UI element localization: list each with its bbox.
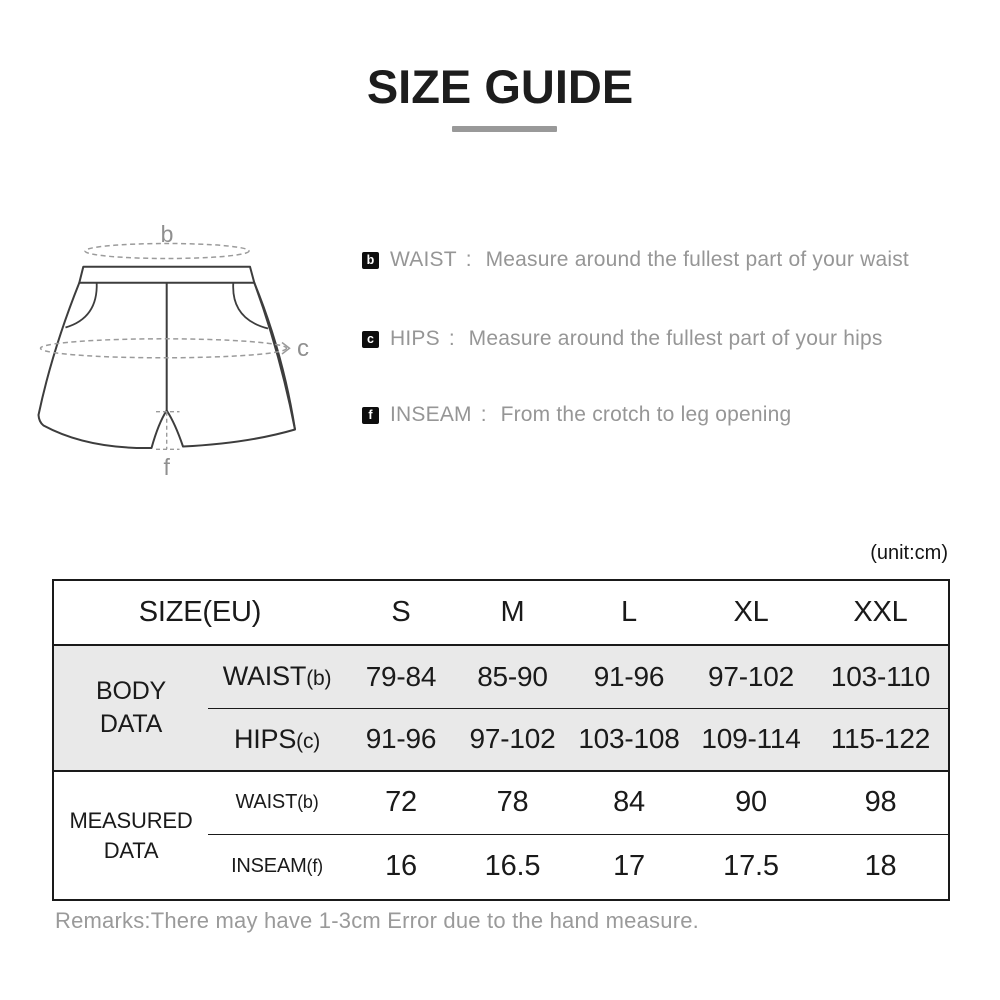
- shorts-diagram-image: [25, 213, 345, 485]
- page-title: SIZE GUIDE: [366, 60, 634, 113]
- waist-key-badge: b: [362, 252, 379, 269]
- body-waist-l: 91-96: [569, 645, 689, 708]
- hips-definition: Measure around the fullest part of your hips: [468, 327, 883, 350]
- measured-inseam-xl: 17.5: [723, 850, 779, 883]
- size-header-row: [53, 580, 949, 645]
- measured-inseam-m: 16.5: [484, 850, 541, 883]
- body-data-section-label: BODY DATA: [53, 645, 208, 771]
- measurement-row-inseam: [362, 404, 791, 426]
- measured-inseam-label: INSEAM(f): [231, 855, 323, 878]
- body-hips-m: 97-102: [456, 708, 569, 771]
- measured-inseam-xxl: 18: [864, 850, 897, 883]
- size-col-m: M: [456, 580, 569, 645]
- body-hips-xl: 109-114: [689, 708, 813, 771]
- diagram-waist-letter: b: [160, 221, 174, 247]
- measured-waist-m: 78: [456, 771, 569, 834]
- measured-inseam-l: 17: [613, 850, 645, 883]
- inseam-colon: :: [480, 403, 487, 426]
- hips-term: HIPS: [390, 327, 440, 350]
- waist-colon: :: [465, 248, 472, 271]
- title-underline: [452, 126, 557, 132]
- measured-waist-l: 84: [569, 771, 689, 834]
- body-waist-s: 79-84: [346, 645, 456, 708]
- body-hips-s: 91-96: [346, 708, 456, 771]
- size-col-s: S: [346, 580, 456, 645]
- body-hips-xxl: 115-122: [813, 708, 949, 771]
- size-col-xxl: XXL: [813, 580, 949, 645]
- shorts-waistband: [79, 267, 254, 283]
- hips-key-badge: c: [362, 331, 379, 348]
- measured-waist-row: [53, 771, 949, 834]
- waist-term: WAIST: [390, 248, 457, 271]
- body-hips-l: 103-108: [569, 708, 689, 771]
- measured-waist-xxl: 98: [813, 771, 949, 834]
- inseam-term: INSEAM: [390, 403, 472, 426]
- diagram-hips-letter: c: [297, 335, 309, 362]
- body-waist-m: 85-90: [456, 645, 569, 708]
- measured-data-section-label: MEASURED DATA: [69, 807, 193, 863]
- body-hips-label: HIPS(c): [208, 708, 346, 771]
- unit-note: (unit:cm): [870, 542, 948, 564]
- remarks: Remarks:There may have 1-3cm Error due to the hand measure.: [55, 908, 699, 933]
- body-waist-xxl: 103-110: [813, 645, 949, 708]
- size-eu-header: SIZE(EU): [53, 580, 346, 645]
- measured-waist-label: WAIST(b): [208, 771, 346, 834]
- body-waist-xl: 97-102: [689, 645, 813, 708]
- measurement-row-waist: [362, 249, 909, 271]
- shorts-right-seam: [254, 283, 295, 430]
- size-chart-table: [52, 579, 950, 901]
- hips-measure-ellipse: [41, 339, 287, 358]
- inseam-definition: From the crotch to leg opening: [500, 403, 792, 426]
- measured-waist-xl: 90: [689, 771, 813, 834]
- hips-colon: :: [448, 327, 455, 350]
- body-waist-label: WAIST(b): [208, 645, 346, 708]
- waist-definition: Measure around the fullest part of your waist: [485, 248, 909, 271]
- inseam-key-badge: f: [362, 407, 379, 424]
- diagram-inseam-letter: f: [163, 454, 170, 480]
- body-waist-row: [53, 645, 949, 708]
- size-col-xl: XL: [689, 580, 813, 645]
- measurement-row-hips: [362, 328, 883, 350]
- measured-inseam-s: 16: [385, 850, 417, 883]
- measured-waist-s: 72: [346, 771, 456, 834]
- size-col-l: L: [569, 580, 689, 645]
